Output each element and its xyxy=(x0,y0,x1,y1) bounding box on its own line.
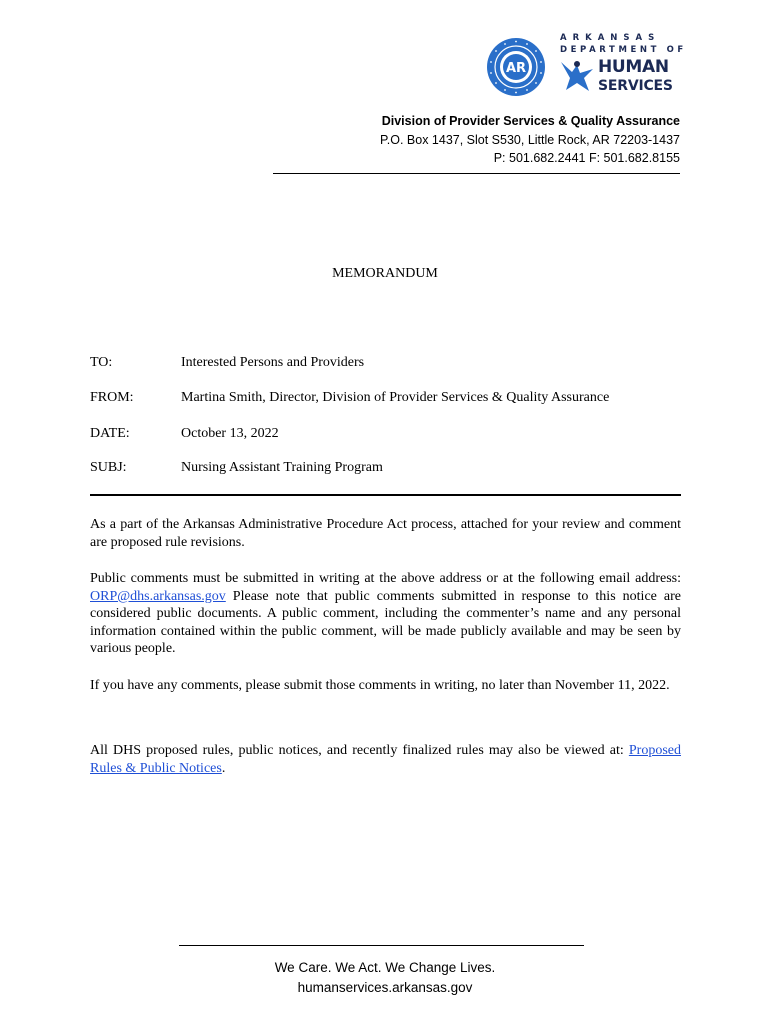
seal-letters: AR xyxy=(505,61,527,76)
subject-label: SUBJ: xyxy=(90,460,127,475)
logo-arkansas: ARKANSAS xyxy=(560,33,661,43)
p2-text-after: Please note that public comments submitted in response to this notice are considered public documents. A public comment, including the commenter’s name and any personal information contained within the public comment, will be made publicly available and may be seen by various people. xyxy=(90,588,681,657)
from-value: Martina Smith, Director, Division of Provider Services & Quality Assurance xyxy=(181,390,610,405)
paragraph-proposed-rules xyxy=(90,742,681,777)
footer-website: humanservices.arkansas.gov xyxy=(297,980,473,995)
email-link[interactable]: ORP@dhs.arkansas.gov xyxy=(90,588,226,604)
date-label: DATE: xyxy=(90,426,130,441)
paragraph-public-comments xyxy=(90,570,681,658)
address-block xyxy=(380,112,680,168)
to-label: TO: xyxy=(90,355,113,370)
phone-fax: P: 501.682.2441 F: 501.682.8155 xyxy=(493,151,680,165)
logo-services: SERVICES xyxy=(598,78,673,94)
paragraph-deadline: If you have any comments, please submit those comments in writing, no later than November 11, 2022. xyxy=(90,678,670,693)
footer xyxy=(0,958,770,998)
p4-text-after: . xyxy=(221,760,226,776)
from-label: FROM: xyxy=(90,390,134,405)
paragraph-intro: As a part of the Arkansas Administrative Procedure Act process, attached for your review and comment are proposed rule revisions. xyxy=(90,517,681,550)
star-figure-icon xyxy=(560,59,594,93)
date-value: October 13, 2022 xyxy=(181,426,279,441)
footer-slogan: We Care. We Act. We Change Lives. xyxy=(274,960,496,975)
memo-title: MEMORANDUM xyxy=(332,266,438,281)
p4-text-before: All DHS proposed rules, public notices, and recently finalized rules may also be viewed at: xyxy=(90,743,629,758)
mailing-address: P.O. Box 1437, Slot S530, Little Rock, AR 72203-1437 xyxy=(380,132,680,147)
dhs-wordmark xyxy=(560,32,685,96)
to-value: Interested Persons and Providers xyxy=(181,355,365,370)
subject-value: Nursing Assistant Training Program xyxy=(181,460,383,475)
logo-human: HUMAN xyxy=(598,57,669,77)
header-divider xyxy=(273,173,680,174)
division-name: Division of Provider Services & Quality Assurance xyxy=(381,114,680,128)
p2-text-before: Public comments must be submitted in writing at the above address or at the following email address: xyxy=(90,571,681,586)
logo-department-of: DEPARTMENT OF xyxy=(560,45,687,55)
proposed-rules-link[interactable]: Proposed Rules & Public Notices xyxy=(90,743,681,776)
memo-divider xyxy=(90,494,681,496)
footer-divider xyxy=(179,945,584,946)
dhs-seal-icon xyxy=(486,37,546,97)
